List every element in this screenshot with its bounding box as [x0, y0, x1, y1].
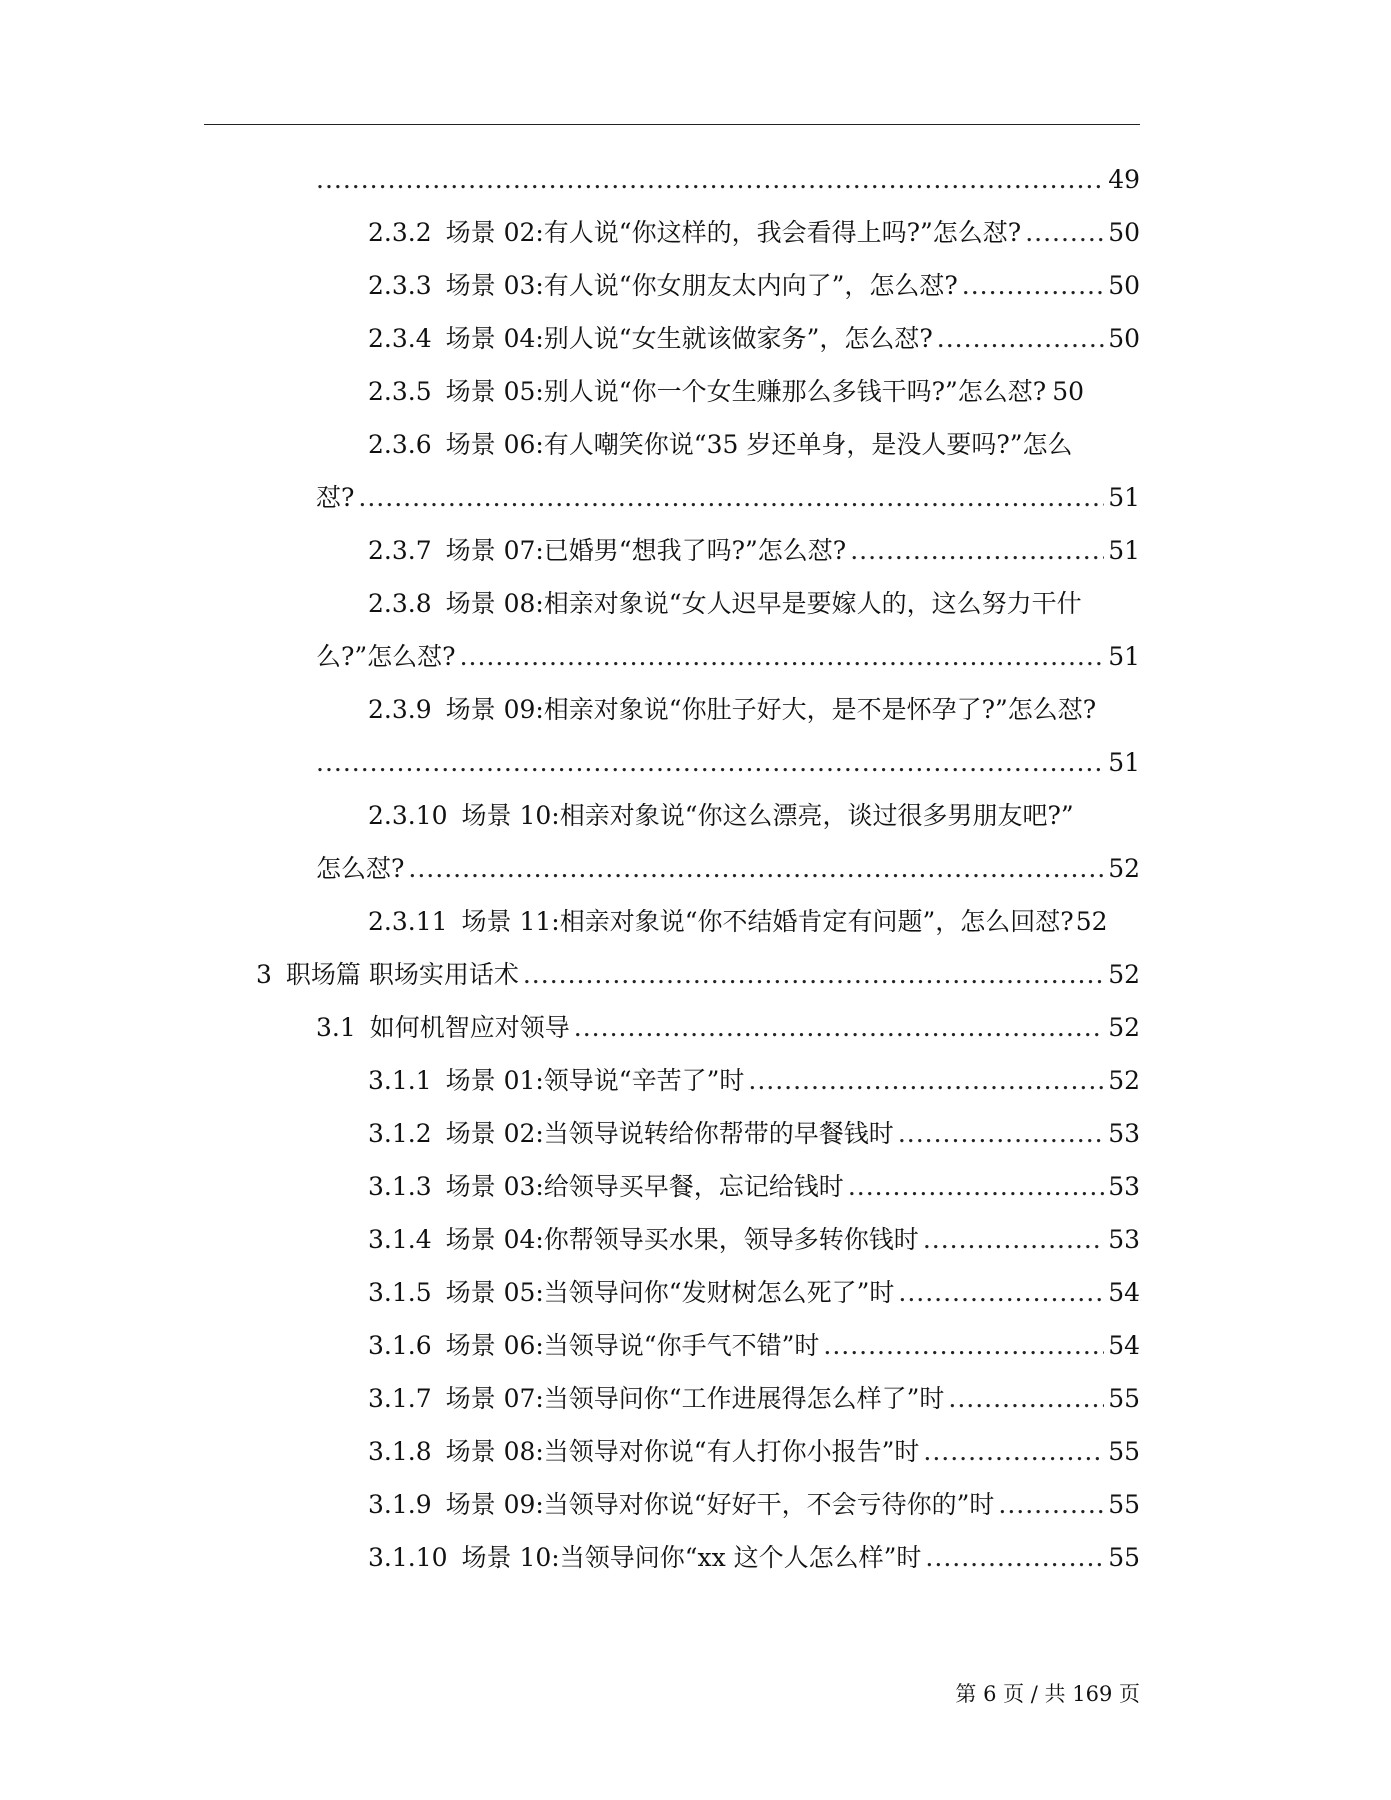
toc-title: 场景 08:当领导对你说“有人打你小报告”时 [445, 1437, 920, 1466]
toc-page-number: 51 [1108, 536, 1140, 565]
toc-entry-continuation[interactable] [316, 849, 1140, 889]
toc-entry[interactable] [368, 213, 1140, 253]
toc-title: 场景 06:当领导说“你手气不错”时 [445, 1331, 820, 1360]
toc-number: 3.1.9 [368, 1490, 432, 1519]
toc-entry[interactable] [368, 1432, 1140, 1472]
toc-number: 3.1.10 [368, 1543, 448, 1572]
dot-leader [574, 1008, 1104, 1048]
toc-title: 场景 07:当领导问你“工作进展得怎么样了”时 [445, 1384, 945, 1413]
toc-number: 3.1.5 [368, 1278, 432, 1307]
dot-leader [358, 478, 1104, 518]
toc-page-number: 50 [1108, 271, 1140, 300]
toc-entry[interactable] [368, 1379, 1140, 1419]
toc-number: 3.1.4 [368, 1225, 432, 1254]
dot-leader [998, 1485, 1104, 1525]
toc-title: 场景 08:相亲对象说“女人迟早是要嫁人的，这么努力干什 [445, 589, 1082, 618]
toc-page-number: 49 [1108, 165, 1140, 194]
toc-page-number: 54 [1108, 1278, 1140, 1307]
toc-title: 场景 04:你帮领导买水果，领导多转你钱时 [445, 1225, 919, 1254]
toc-entry[interactable] [368, 425, 1140, 465]
dot-leader [923, 1220, 1104, 1260]
toc-page-number: 53 [1108, 1119, 1140, 1148]
toc-entry-section[interactable] [316, 1008, 1140, 1048]
dot-leader [898, 1114, 1104, 1154]
toc-page-number: 54 [1108, 1331, 1140, 1360]
dot-leader [316, 743, 1104, 783]
dot-leader [748, 1061, 1104, 1101]
toc-number: 3 [256, 960, 272, 989]
toc-title: 场景 02:有人说“你这样的，我会看得上吗?”怎么怼? [445, 218, 1022, 247]
toc-entry[interactable] [368, 796, 1140, 836]
toc-number: 3.1.1 [368, 1066, 432, 1095]
toc-title: 场景 04:别人说“女生就该做家务”，怎么怼? [445, 324, 933, 353]
toc-title: 么?”怎么怼? [316, 642, 456, 671]
toc-page-number: 51 [1108, 483, 1140, 512]
toc-entry[interactable] [368, 266, 1140, 306]
toc-title: 场景 07:已婚男“想我了吗?”怎么怼? [445, 536, 847, 565]
dot-leader [848, 1167, 1104, 1207]
toc-page-number: 50 [1052, 377, 1084, 406]
toc-page-number: 52 [1108, 1066, 1140, 1095]
toc-number: 3.1 [316, 1013, 356, 1042]
dot-leader [460, 637, 1105, 677]
dot-leader [408, 849, 1104, 889]
toc-title: 场景 03:给领导买早餐，忘记给钱时 [445, 1172, 844, 1201]
toc-title: 怎么怼? [316, 854, 405, 883]
toc-page-number: 55 [1108, 1543, 1140, 1572]
toc-number: 2.3.10 [368, 801, 448, 830]
dot-leader [316, 160, 1104, 200]
toc-title: 场景 01:领导说“辛苦了”时 [445, 1066, 745, 1095]
toc-title: 如何机智应对领导 [369, 1013, 570, 1042]
toc-title: 场景 10:当领导问你“xx 这个人怎么样”时 [461, 1543, 922, 1572]
toc-page-number: 53 [1108, 1225, 1140, 1254]
toc-page-number: 52 [1108, 960, 1140, 989]
toc-title: 职场篇 职场实用话术 [285, 960, 519, 989]
toc-entry[interactable] [368, 372, 1140, 412]
toc-number: 3.1.6 [368, 1331, 432, 1360]
toc-entry[interactable] [368, 319, 1140, 359]
toc-number: 3.1.7 [368, 1384, 432, 1413]
toc-entry[interactable] [368, 1220, 1140, 1260]
toc-title: 场景 05:当领导问你“发财树怎么死了”时 [445, 1278, 895, 1307]
toc-number: 2.3.3 [368, 271, 432, 300]
toc-entry[interactable] [368, 902, 1148, 942]
dot-leader [937, 319, 1104, 359]
toc-entry-continuation[interactable] [316, 637, 1140, 677]
toc-entry[interactable] [368, 690, 1140, 730]
toc-number: 2.3.7 [368, 536, 432, 565]
toc-number: 3.1.2 [368, 1119, 432, 1148]
toc-number: 2.3.8 [368, 589, 432, 618]
dot-leader [523, 955, 1104, 995]
toc-page-number: 55 [1108, 1490, 1140, 1519]
toc-page-number: 52 [1108, 1013, 1140, 1042]
toc-number: 2.3.2 [368, 218, 432, 247]
toc-number: 2.3.9 [368, 695, 432, 724]
toc-entry[interactable] [316, 160, 1140, 200]
toc-entry[interactable] [368, 1167, 1140, 1207]
dot-leader [823, 1326, 1104, 1366]
toc-page-number: 55 [1108, 1437, 1140, 1466]
toc-number: 2.3.5 [368, 377, 432, 406]
toc-title: 场景 09:当领导对你说“好好干，不会亏待你的”时 [445, 1490, 995, 1519]
toc-title: 场景 02:当领导说转给你帮带的早餐钱时 [445, 1119, 894, 1148]
dot-leader [948, 1379, 1104, 1419]
toc-entry[interactable] [368, 1061, 1140, 1101]
toc-entry-continuation[interactable] [316, 478, 1140, 518]
toc-number: 2.3.4 [368, 324, 432, 353]
toc-entry[interactable] [368, 1273, 1140, 1313]
toc-entry[interactable] [368, 1538, 1140, 1578]
toc-entry[interactable] [368, 584, 1140, 624]
toc-title: 场景 05:别人说“你一个女生赚那么多钱干吗?”怎么怼? [445, 377, 1047, 406]
toc-number: 2.3.6 [368, 430, 432, 459]
toc-page-number: 51 [1108, 642, 1140, 671]
dot-leader [1025, 213, 1104, 253]
toc-entry[interactable] [368, 1485, 1140, 1525]
page-footer: 第 6 页 / 共 169 页 [955, 1682, 1140, 1706]
toc-page-number: 52 [1108, 854, 1140, 883]
toc-title: 场景 11:相亲对象说“你不结婚肯定有问题”，怎么回怼? [461, 907, 1074, 936]
toc-title: 场景 09:相亲对象说“你肚子好大，是不是怀孕了?”怎么怼? [445, 695, 1097, 724]
dot-leader [898, 1273, 1104, 1313]
dot-leader [923, 1432, 1104, 1472]
toc-page-number: 50 [1108, 324, 1140, 353]
toc-title: 怼? [316, 483, 355, 512]
toc-entry[interactable] [368, 531, 1140, 571]
toc-page-number: 55 [1108, 1384, 1140, 1413]
toc-page-number: 52 [1075, 907, 1108, 936]
toc-number: 3.1.8 [368, 1437, 432, 1466]
toc-title: 场景 03:有人说“你女朋友太内向了”，怎么怼? [445, 271, 958, 300]
dot-leader [850, 531, 1104, 571]
toc-entry[interactable] [368, 1114, 1140, 1154]
dot-leader [962, 266, 1104, 306]
toc-entry-continuation[interactable] [316, 743, 1140, 783]
toc-title: 场景 06:有人嘲笑你说“35 岁还单身，是没人要吗?”怎么 [445, 430, 1073, 459]
dot-leader [925, 1538, 1104, 1578]
toc-number: 3.1.3 [368, 1172, 432, 1201]
toc-entry-chapter[interactable] [256, 955, 1140, 995]
toc-entry[interactable] [368, 1326, 1140, 1366]
toc-page-number: 53 [1108, 1172, 1140, 1201]
toc-title: 场景 10:相亲对象说“你这么漂亮，谈过很多男朋友吧?” [461, 801, 1074, 830]
toc-page-number: 50 [1108, 218, 1140, 247]
toc-page-number: 51 [1108, 748, 1140, 777]
header-rule [204, 124, 1140, 125]
toc-number: 2.3.11 [368, 907, 448, 936]
